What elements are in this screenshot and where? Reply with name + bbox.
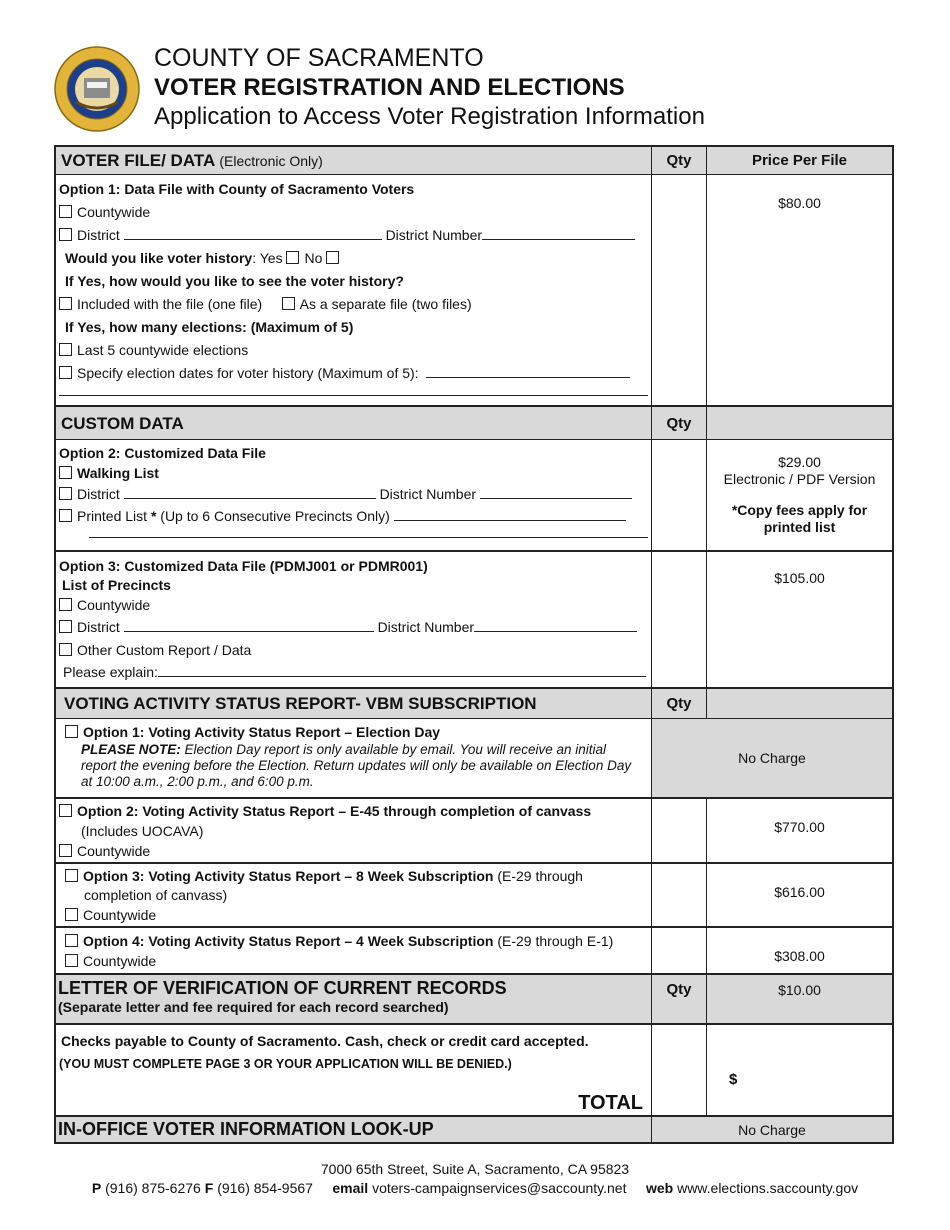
custom-district-checkbox[interactable] xyxy=(59,487,72,500)
please-note-label: PLEASE NOTE: xyxy=(81,742,181,757)
district-checkbox[interactable] xyxy=(59,228,72,241)
separate-label: As a separate file (two files) xyxy=(299,296,472,312)
countywide-label: Countywide xyxy=(77,204,151,220)
voting-option3-qty[interactable] xyxy=(652,864,707,926)
option3-district-field[interactable] xyxy=(124,619,374,632)
voting-option2-price: $770.00 xyxy=(774,819,825,835)
district-field[interactable] xyxy=(124,227,382,240)
department-name: VOTER REGISTRATION AND ELECTIONS xyxy=(154,74,625,101)
custom-qty-header: Qty xyxy=(652,407,707,439)
application-form xyxy=(54,145,894,1144)
voting-option2-countywide-checkbox[interactable] xyxy=(59,844,72,857)
countywide-checkbox[interactable] xyxy=(59,205,72,218)
voting-option4-label: Option 4: Voting Activity Status Report – 4 Week Subscription xyxy=(83,933,494,949)
email-label: email xyxy=(332,1180,369,1196)
voter-file-title: VOTER FILE/ DATA xyxy=(61,151,215,170)
history-yes-label: : Yes xyxy=(252,250,283,266)
voting-option2-label: Option 2: Voting Activity Status Report – E-45 through completion of canvass xyxy=(77,803,592,819)
included-label: Included with the file (one file) xyxy=(77,296,263,312)
custom-data-header xyxy=(56,405,892,439)
voting-option4-checkbox[interactable] xyxy=(65,934,78,947)
voting-option1-label: Option 1: Voting Activity Status Report – Election Day xyxy=(83,724,441,740)
custom-data-title: CUSTOM DATA xyxy=(56,407,652,439)
option2-qty[interactable] xyxy=(652,440,707,550)
other-custom-label: Other Custom Report / Data xyxy=(77,642,252,658)
letter-price: $10.00 xyxy=(778,982,821,998)
option1-qty[interactable] xyxy=(652,175,707,405)
history-question: Would you like voter history xyxy=(65,250,253,266)
specify-checkbox[interactable] xyxy=(59,366,72,379)
voting-option4-range: (E-29 through E-1) xyxy=(497,933,614,949)
see-history-question: If Yes, how would you like to see the voter history? xyxy=(65,273,404,289)
in-office-title: IN-OFFICE VOTER INFORMATION LOOK-UP xyxy=(56,1117,652,1142)
option3-title: Option 3: Customized Data File (PDMJ001 or PDMR001) xyxy=(59,558,428,574)
letter-subtitle: (Separate letter and fee required for each record searched) xyxy=(58,999,449,1015)
payment-info: Checks payable to County of Sacramento. Cash, check or credit card accepted. xyxy=(61,1033,589,1049)
voting-activity-title: VOTING ACTIVITY STATUS REPORT- VBM SUBSCRIPTION xyxy=(56,689,652,718)
option1-price: $80.00 xyxy=(778,195,821,211)
separate-checkbox[interactable] xyxy=(282,297,295,310)
qty-column-header: Qty xyxy=(652,147,707,174)
list-of-precincts: List of Precincts xyxy=(62,577,171,593)
voting-option1-checkbox[interactable] xyxy=(65,725,78,738)
printed-list-note: (Up to 6 Consecutive Precincts Only) xyxy=(160,508,390,524)
printed-list-checkbox[interactable] xyxy=(59,509,72,522)
voting-option4-countywide-label: Countywide xyxy=(83,953,157,969)
voting-option4-row xyxy=(56,926,892,973)
form-title: Application to Access Voter Registration Information xyxy=(154,103,705,130)
voting-option3-range: (E-29 through xyxy=(497,868,583,884)
voting-option3-checkbox[interactable] xyxy=(65,869,78,882)
option2-price: $29.00 xyxy=(778,454,821,470)
option1-row xyxy=(56,174,892,405)
voting-option3-row xyxy=(56,862,892,926)
last5-label: Last 5 countywide elections xyxy=(77,342,249,358)
voting-activity-header xyxy=(56,687,892,718)
history-no-checkbox[interactable] xyxy=(326,251,339,264)
voting-option2-countywide-label: Countywide xyxy=(77,843,151,859)
history-yes-checkbox[interactable] xyxy=(286,251,299,264)
custom-district-label: District xyxy=(77,486,120,502)
specify-continuation-line[interactable] xyxy=(59,385,648,396)
printed-list-continuation-line[interactable] xyxy=(89,527,648,538)
option3-district-checkbox[interactable] xyxy=(59,620,72,633)
explain-field[interactable] xyxy=(158,664,646,677)
letter-row xyxy=(56,973,892,1023)
voting-option3-countywide-checkbox[interactable] xyxy=(65,908,78,921)
included-checkbox[interactable] xyxy=(59,297,72,310)
in-office-price: No Charge xyxy=(738,1121,806,1138)
email-address[interactable]: voters-campaignservices@saccounty.net xyxy=(372,1180,627,1196)
option1-title: Option 1: Data File with County of Sacramento Voters xyxy=(59,181,415,197)
county-seal-icon xyxy=(54,46,140,132)
page-header xyxy=(54,44,894,136)
custom-district-field[interactable] xyxy=(124,486,376,499)
price-column-header: Price Per File xyxy=(751,152,848,169)
phone-label: P xyxy=(91,1180,102,1196)
district-number-field[interactable] xyxy=(482,227,635,240)
walking-list-checkbox[interactable] xyxy=(59,466,72,479)
phone-number: (916) 875-6276 xyxy=(105,1180,201,1196)
voting-option2-sub: (Includes UOCAVA) xyxy=(81,823,204,839)
option3-price: $105.00 xyxy=(774,570,825,586)
option3-qty[interactable] xyxy=(652,552,707,687)
voting-option4-countywide-checkbox[interactable] xyxy=(65,954,78,967)
option2-price-note: Electronic / PDF Version xyxy=(723,471,876,487)
walking-list-label: Walking List xyxy=(77,465,159,481)
voting-option3-countywide-label: Countywide xyxy=(83,907,157,923)
voting-option2-row xyxy=(56,797,892,862)
voting-option3-price: $616.00 xyxy=(774,884,825,900)
district-label: District xyxy=(77,227,120,243)
option3-row xyxy=(56,550,892,687)
option3-countywide-label: Countywide xyxy=(77,597,151,613)
in-office-row xyxy=(56,1115,892,1142)
last5-checkbox[interactable] xyxy=(59,343,72,356)
web-label: web xyxy=(645,1180,674,1196)
website-link[interactable]: www.elections.saccounty.gov xyxy=(677,1180,859,1196)
letter-qty-header: Qty xyxy=(652,975,707,1023)
total-qty[interactable] xyxy=(652,1025,707,1115)
history-no-label: No xyxy=(304,250,323,266)
copy-fee-note: *Copy fees apply for printed list xyxy=(731,502,868,535)
printed-list-field[interactable] xyxy=(394,508,626,521)
total-label: TOTAL xyxy=(578,1092,643,1114)
explain-label: Please explain: xyxy=(63,664,158,680)
option3-district-number-label: District Number xyxy=(377,619,475,635)
specify-field[interactable] xyxy=(426,365,630,378)
custom-district-number-field[interactable] xyxy=(480,486,632,499)
voter-file-header xyxy=(56,147,892,174)
voting-option2-qty[interactable] xyxy=(652,799,707,862)
other-custom-checkbox[interactable] xyxy=(59,643,72,656)
voting-option4-qty[interactable] xyxy=(652,928,707,973)
option3-district-label: District xyxy=(77,619,120,635)
voting-option2-checkbox[interactable] xyxy=(59,804,72,817)
printed-list-asterisk: * xyxy=(150,508,157,524)
printed-list-label: Printed List xyxy=(77,508,148,524)
page3-warning: (YOU MUST COMPLETE PAGE 3 OR YOUR APPLICATION WILL BE DENIED.) xyxy=(59,1057,512,1071)
voting-qty-header: Qty xyxy=(652,689,707,718)
fax-label: F xyxy=(204,1180,214,1196)
letter-title: LETTER OF VERIFICATION OF CURRENT RECORDS xyxy=(58,978,507,998)
footer-contact xyxy=(0,1180,950,1196)
voting-option1-row xyxy=(56,718,892,797)
specify-label: Specify election dates for voter history (Maximum of 5): xyxy=(77,365,419,381)
total-row xyxy=(56,1023,892,1115)
custom-district-number-label: District Number xyxy=(379,486,477,502)
total-amount-field[interactable]: $ xyxy=(729,1071,738,1088)
voting-option1-price: No Charge xyxy=(652,719,892,797)
option3-countywide-checkbox[interactable] xyxy=(59,598,72,611)
option2-title: Option 2: Customized Data File xyxy=(59,445,266,461)
district-number-label: District Number xyxy=(385,227,483,243)
voting-option3-sub: completion of canvass) xyxy=(84,887,228,903)
option2-row xyxy=(56,439,892,550)
voting-option3-label: Option 3: Voting Activity Status Report – 8 Week Subscription xyxy=(83,868,494,884)
please-note-text: Election Day report is only available by email. You will receive an initial report the evening before the Election. Return updates will only be available on Election Day at 10:00 a.m., 2:00 p.m., and 6:00 p.m. xyxy=(81,742,632,789)
voting-option4-price: $308.00 xyxy=(774,948,825,964)
how-many-question: If Yes, how many elections: (Maximum of 5) xyxy=(65,319,354,335)
option3-district-number-field[interactable] xyxy=(474,619,637,632)
footer-address: 7000 65th Street, Suite A, Sacramento, CA 95823 xyxy=(320,1161,630,1177)
fax-number: (916) 854-9567 xyxy=(217,1180,313,1196)
county-name: COUNTY OF SACRAMENTO xyxy=(154,44,484,72)
voter-file-subtitle: (Electronic Only) xyxy=(219,153,323,169)
